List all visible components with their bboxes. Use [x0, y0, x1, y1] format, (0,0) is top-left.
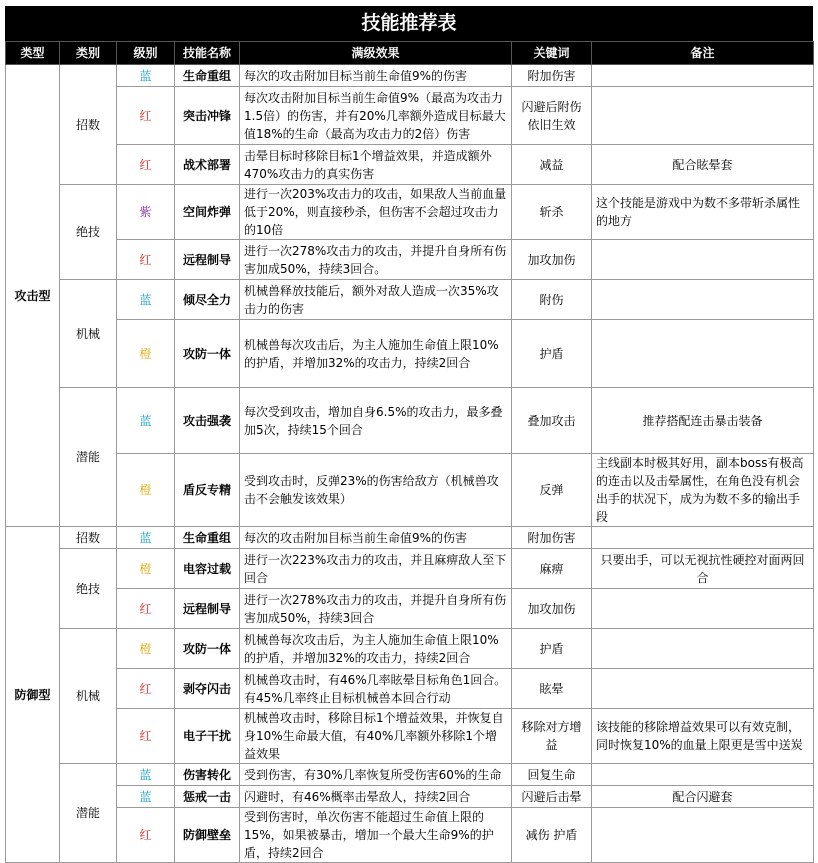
skill-name: 惩戒一击 [175, 786, 240, 808]
skill-name: 电容过载 [175, 549, 240, 589]
keyword-cell: 闪避后附伤依旧生效 [512, 87, 592, 145]
header-row [6, 42, 814, 65]
table-row [6, 669, 814, 709]
level-cell: 红 [117, 709, 175, 764]
effect-cell: 机械兽攻击时，有46%几率眩晕目标角色1回合。有45%几率终止目标机械兽本回合行动 [240, 669, 512, 709]
effect-cell: 机械兽每次攻击后，为主人施加生命值上限10%的护盾，并增加32%的攻击力，持续2回合 [240, 629, 512, 669]
note-cell: 该技能的移除增益效果可以有效克制，同时恢复10%的血量上限更是雪中送炭 [592, 709, 814, 764]
keyword-cell: 护盾 [512, 629, 592, 669]
skill-name: 突击冲锋 [175, 87, 240, 145]
skill-name: 远程制导 [175, 589, 240, 629]
keyword-cell: 眩晕 [512, 669, 592, 709]
note-cell [592, 589, 814, 629]
level-cell: 蓝 [117, 280, 175, 320]
level-cell: 蓝 [117, 764, 175, 786]
effect-cell: 每次攻击附加目标当前生命值9%（最高为攻击力1.5倍）的伤害，并有20%几率额外造成目标最大值18%的生命（最高为攻击力的2倍）伤害 [240, 87, 512, 145]
level-cell: 红 [117, 669, 175, 709]
note-cell: 配合闪避套 [592, 786, 814, 808]
table-row [6, 764, 814, 786]
page-title: 技能推荐表 [5, 6, 813, 41]
skill-name: 伤害转化 [175, 764, 240, 786]
level-cell: 蓝 [117, 786, 175, 808]
category-cell: 潜能 [60, 764, 117, 863]
table-row [6, 388, 814, 454]
note-cell: 主线副本时极其好用，副本boss有极高的连击以及击晕属性，在角色没有机会出手的状况下，成为为数不多的输出手段 [592, 454, 814, 527]
header-skill-name: 技能名称 [175, 42, 240, 65]
note-cell: 配合眩晕套 [592, 145, 814, 185]
skill-name: 防御壁垒 [175, 808, 240, 863]
effect-cell: 每次的攻击附加目标当前生命值9%的伤害 [240, 65, 512, 87]
keyword-cell: 附加伤害 [512, 65, 592, 87]
effect-cell: 每次受到攻击，增加自身6.5%的攻击力，最多叠加5次，持续15个回合 [240, 388, 512, 454]
table-row [6, 240, 814, 280]
level-cell: 红 [117, 145, 175, 185]
type-cell: 防御型 [6, 527, 60, 863]
note-cell: 推荐搭配连击暴击装备 [592, 388, 814, 454]
header-keyword: 关键词 [512, 42, 592, 65]
header-note: 备注 [592, 42, 814, 65]
table-row [6, 87, 814, 145]
table-row [6, 709, 814, 764]
level-cell: 红 [117, 808, 175, 863]
skill-name: 攻击强袭 [175, 388, 240, 454]
note-cell [592, 87, 814, 145]
effect-cell: 机械兽释放技能后，额外对敌人造成一次35%攻击力的伤害 [240, 280, 512, 320]
note-cell [592, 808, 814, 863]
table-row [6, 629, 814, 669]
effect-cell: 受到伤害时，单次伤害不能超过生命值上限的15%，如果被暴击，增加一个最大生命9%的护盾，持续2回合 [240, 808, 512, 863]
keyword-cell: 减益 [512, 145, 592, 185]
level-cell: 红 [117, 589, 175, 629]
note-cell: 只要出手，可以无视抗性硬控对面两回合 [592, 549, 814, 589]
note-cell: 这个技能是游戏中为数不多带斩杀属性的地方 [592, 185, 814, 240]
table-row [6, 280, 814, 320]
level-cell: 蓝 [117, 527, 175, 549]
table-row [6, 808, 814, 863]
header-level: 级别 [117, 42, 175, 65]
note-cell [592, 764, 814, 786]
effect-cell: 闪避时，有46%概率击晕敌人，持续2回合 [240, 786, 512, 808]
table-row [6, 320, 814, 388]
table-row [6, 549, 814, 589]
category-cell: 机械 [60, 280, 117, 388]
level-cell: 蓝 [117, 388, 175, 454]
level-cell: 橙 [117, 320, 175, 388]
effect-cell: 进行一次278%攻击力的攻击，并提升自身所有伤害加成50%，持续3回合 [240, 589, 512, 629]
table-row [6, 454, 814, 527]
note-cell [592, 320, 814, 388]
effect-cell: 每次的攻击附加目标当前生命值9%的伤害 [240, 527, 512, 549]
level-cell: 蓝 [117, 65, 175, 87]
header-category: 类别 [60, 42, 117, 65]
effect-cell: 进行一次203%攻击力的攻击，如果敌人当前血量低于20%，则直接秒杀，但伤害不会超过攻击力的10倍 [240, 185, 512, 240]
skill-name: 攻防一体 [175, 320, 240, 388]
category-cell: 潜能 [60, 388, 117, 527]
skill-name: 剥夺闪击 [175, 669, 240, 709]
table-row [6, 185, 814, 240]
skill-name: 空间炸弹 [175, 185, 240, 240]
skill-table [5, 41, 814, 863]
level-cell: 红 [117, 87, 175, 145]
keyword-cell: 减伤 护盾 [512, 808, 592, 863]
level-cell: 紫 [117, 185, 175, 240]
header-effect: 满级效果 [240, 42, 512, 65]
effect-cell: 击晕目标时移除目标1个增益效果，并造成额外470%攻击力的真实伤害 [240, 145, 512, 185]
note-cell [592, 669, 814, 709]
keyword-cell: 移除对方增益 [512, 709, 592, 764]
note-cell [592, 65, 814, 87]
skill-name: 战术部署 [175, 145, 240, 185]
effect-cell: 进行一次278%攻击力的攻击，并提升自身所有伤害加成50%，持续3回合。 [240, 240, 512, 280]
category-cell: 绝技 [60, 185, 117, 280]
category-cell: 绝技 [60, 549, 117, 629]
level-cell: 橙 [117, 549, 175, 589]
keyword-cell: 加攻加伤 [512, 589, 592, 629]
level-cell: 橙 [117, 629, 175, 669]
effect-cell: 机械兽攻击时，移除目标1个增益效果，并恢复自身10%生命最大值，有40%几率额外移除1个增益效果 [240, 709, 512, 764]
effect-cell: 受到攻击时，反弹23%的伤害给敌方（机械兽攻击不会触发该效果） [240, 454, 512, 527]
level-cell: 橙 [117, 454, 175, 527]
keyword-cell: 加攻加伤 [512, 240, 592, 280]
note-cell [592, 240, 814, 280]
keyword-cell: 斩杀 [512, 185, 592, 240]
keyword-cell: 附伤 [512, 280, 592, 320]
effect-cell: 机械兽每次攻击后，为主人施加生命值上限10%的护盾，并增加32%的攻击力，持续2回合 [240, 320, 512, 388]
keyword-cell: 附加伤害 [512, 527, 592, 549]
level-cell: 红 [117, 240, 175, 280]
skill-name: 远程制导 [175, 240, 240, 280]
skill-name: 电子干扰 [175, 709, 240, 764]
table-row [6, 527, 814, 549]
keyword-cell: 闪避后击晕 [512, 786, 592, 808]
keyword-cell: 麻痹 [512, 549, 592, 589]
skill-name: 生命重组 [175, 527, 240, 549]
table-row [6, 65, 814, 87]
table-row [6, 589, 814, 629]
category-cell: 机械 [60, 629, 117, 764]
keyword-cell: 叠加攻击 [512, 388, 592, 454]
effect-cell: 受到伤害，有30%几率恢复所受伤害60%的生命 [240, 764, 512, 786]
note-cell [592, 629, 814, 669]
keyword-cell: 护盾 [512, 320, 592, 388]
note-cell [592, 280, 814, 320]
keyword-cell: 回复生命 [512, 764, 592, 786]
skill-name: 攻防一体 [175, 629, 240, 669]
skill-name: 盾反专精 [175, 454, 240, 527]
type-cell: 攻击型 [6, 65, 60, 527]
effect-cell: 进行一次223%攻击力的攻击，并且麻痹敌人至下回合 [240, 549, 512, 589]
keyword-cell: 反弹 [512, 454, 592, 527]
skill-name: 生命重组 [175, 65, 240, 87]
note-cell [592, 527, 814, 549]
table-row [6, 786, 814, 808]
skill-name: 倾尽全力 [175, 280, 240, 320]
header-type: 类型 [6, 42, 60, 65]
category-cell: 招数 [60, 65, 117, 185]
table-row [6, 145, 814, 185]
category-cell: 招数 [60, 527, 117, 549]
